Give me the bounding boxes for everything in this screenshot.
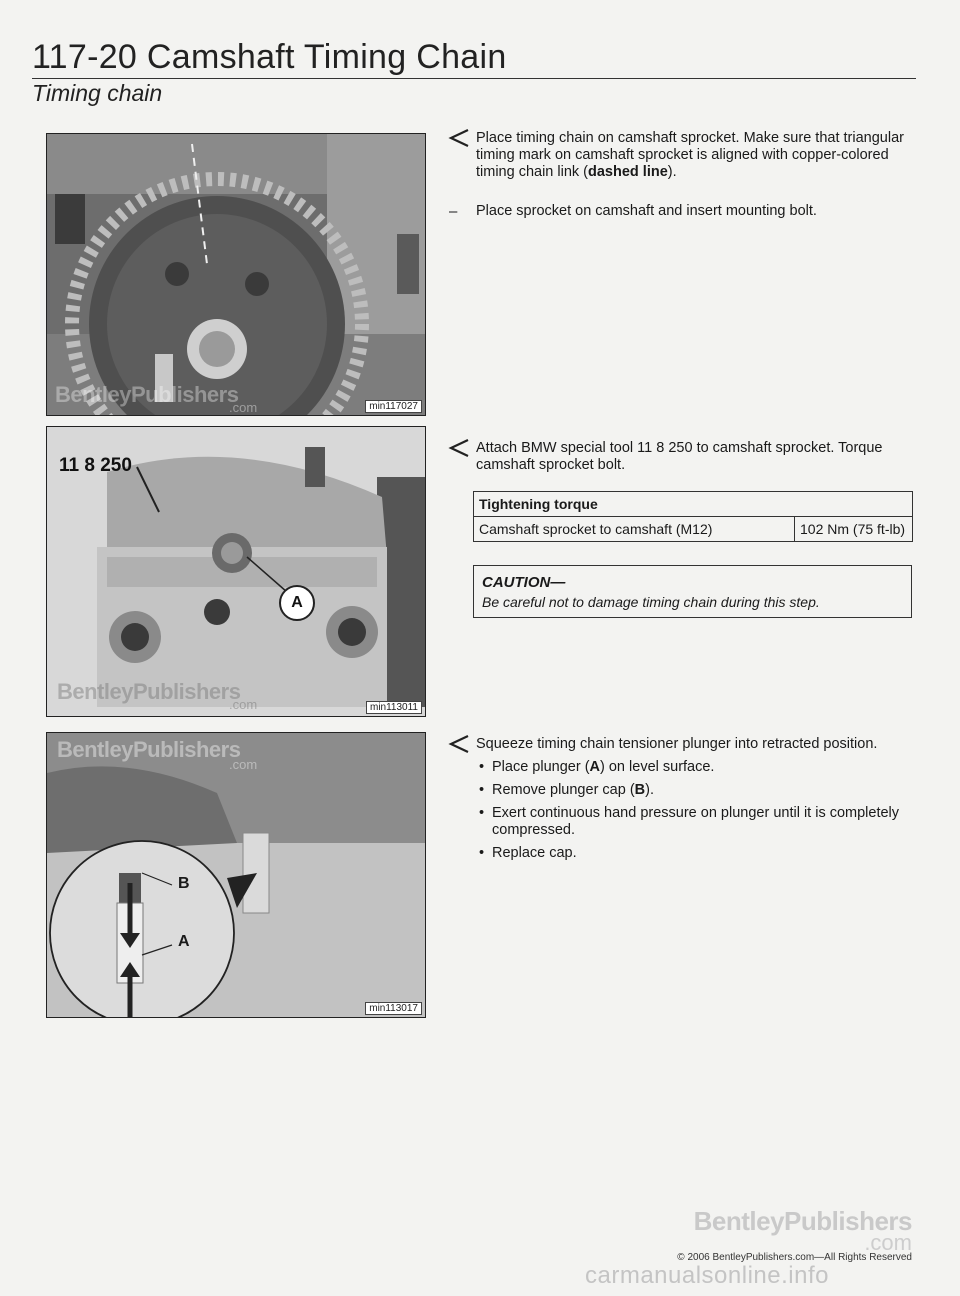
caution-title: CAUTION— [482,574,566,591]
step-squeeze-plunger [476,736,916,862]
tool-number-label: 11 8 250 [59,455,132,476]
footer-copyright: © 2006 BentleyPublishers.com—All Rights Reserved [677,1252,912,1263]
callout-a: A [279,585,315,621]
list-item [476,782,916,799]
caution-body: Be careful not to damage timing chain during this step. [482,594,820,610]
step-attach-tool [476,440,906,474]
callout-a: A [178,933,190,950]
bullet-text-end: ). [645,782,655,798]
plunger-illustration [47,733,425,1017]
dash-bullet-icon: – [449,203,458,220]
bullet-text: Replace cap. [492,845,577,861]
watermark-com: .com [229,697,258,712]
section-subtitle: Timing chain [32,80,163,106]
step-arrow-icon [448,438,470,458]
step-place-sprocket [449,203,916,220]
photo-special-tool [46,426,426,717]
step-bold: dashed line [588,164,668,180]
figure-id: min113011 [366,701,422,714]
bullet-text: Remove plunger cap ( [492,782,635,798]
site-watermark: carmanualsonline.info [585,1262,829,1289]
watermark-brand: BentleyPublishers [57,679,241,704]
table-header: Tightening torque [474,492,913,517]
list-item [476,805,916,839]
step-place-timing-chain [476,130,916,181]
watermark-com: .com [229,400,258,415]
photo-tensioner-plunger [46,732,426,1018]
header-divider [32,78,916,79]
step-arrow-icon [448,128,470,148]
photo-camshaft-sprocket [46,133,426,416]
bullet-text: Place plunger ( [492,759,590,775]
sprocket-illustration [47,134,425,415]
list-item [476,759,916,776]
page-title: 117-20 Camshaft Timing Chain [32,38,507,76]
callout-b: B [178,875,190,892]
bullet-text: Exert continuous hand pressure on plunger until it is completely compressed. [492,805,900,838]
bullet-text-end: ) on level surface. [600,759,715,775]
bullet-bold: B [634,782,646,798]
footer-brand-com: .com [864,1230,912,1255]
table-row [474,517,913,542]
list-item [476,845,916,862]
step-text: Squeeze timing chain tensioner plunger into retracted position. [476,736,878,752]
torque-table [473,491,913,542]
figure-id: min113017 [365,1002,422,1015]
step-text: Place timing chain on camshaft sprocket. Make sure that triangular timing mark on camshaft sprocket is aligned with copper-colored timing chain link ( [476,130,904,180]
step-arrow-icon [448,734,470,754]
torque-value: 102 Nm (75 ft-lb) [795,517,913,542]
step-text: Attach BMW special tool 11 8 250 to camshaft sprocket. Torque camshaft sprocket bolt. [476,440,883,473]
figure-id: min117027 [365,400,422,413]
step-text-end: ). [667,164,677,180]
caution-box [473,565,912,618]
step-text: Place sprocket on camshaft and insert mounting bolt. [476,203,817,219]
watermark-brand: BentleyPublishers [57,737,241,762]
watermark-brand: BentleyPublishers [55,382,239,407]
step-bullet-list [476,759,916,862]
bullet-bold: A [589,759,601,775]
footer-brand-logo: BentleyPublishers [693,1206,912,1236]
torque-item: Camshaft sprocket to camshaft (M12) [474,517,795,542]
watermark-com: .com [229,757,258,772]
